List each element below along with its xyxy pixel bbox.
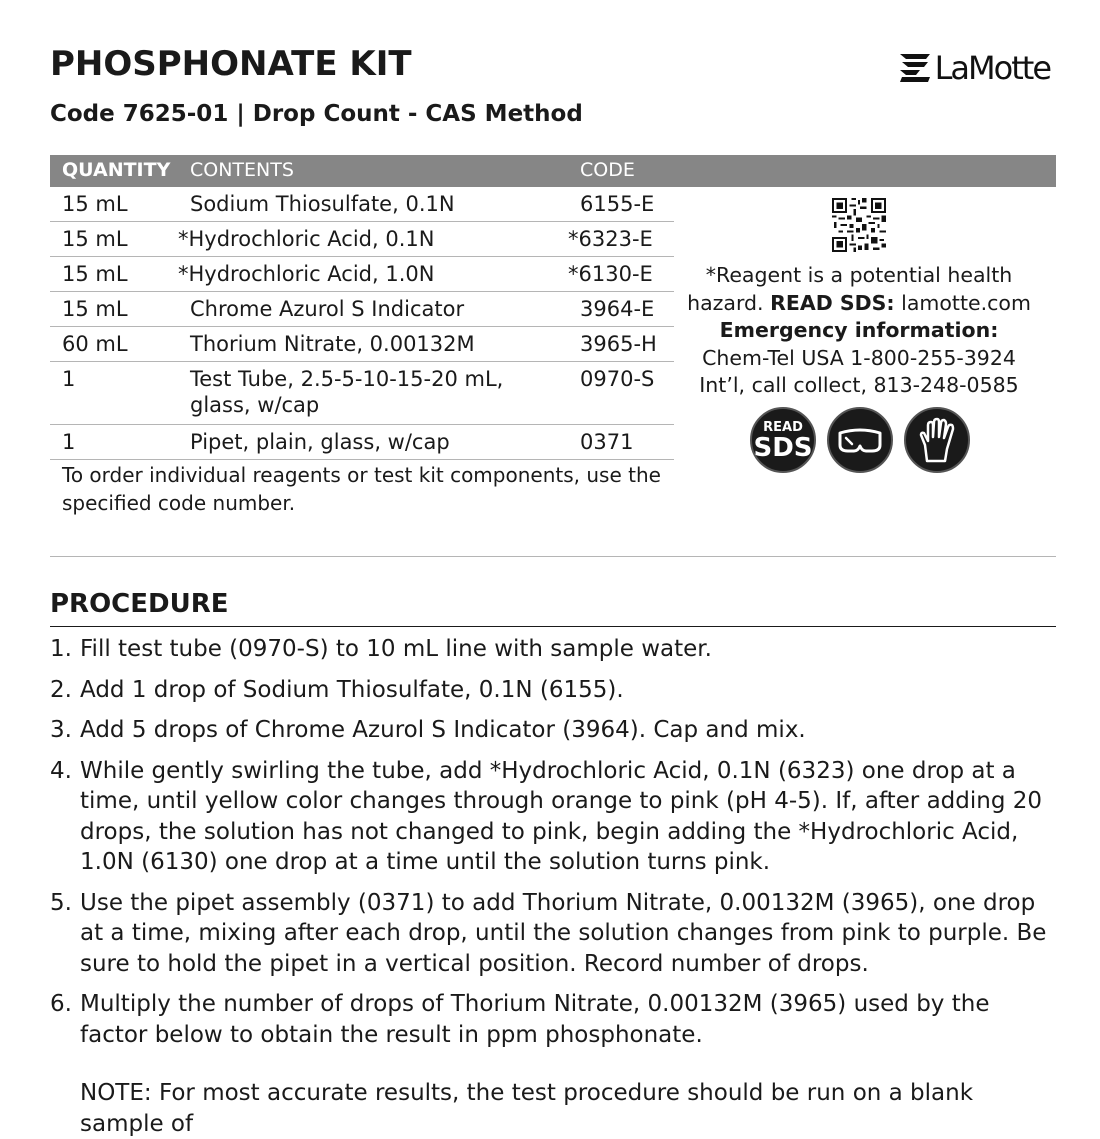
procedure-step xyxy=(50,715,1056,746)
step-text: Add 1 drop of Sodium Thiosulfate, 0.1N (6155). xyxy=(80,676,624,703)
section-divider xyxy=(50,556,1056,557)
page-subtitle: Code 7625-01 | Drop Count - CAS Method xyxy=(50,101,583,127)
step-number: 3. xyxy=(50,717,72,743)
row-code: 0371 xyxy=(580,430,634,454)
row-code: 0970-S xyxy=(580,367,655,391)
read-sds-label: READ SDS: xyxy=(770,290,895,315)
row-quantity: 15 mL xyxy=(62,192,128,216)
row-quantity: 1 xyxy=(62,430,76,454)
step-number: 5. xyxy=(50,889,72,916)
row-contents: *Hydrochloric Acid, 0.1N xyxy=(178,227,435,251)
step-text: Fill test tube (0970-S) to 10 mL line with sample water. xyxy=(80,636,712,662)
procedure-step xyxy=(50,634,1056,665)
gloves-icon xyxy=(904,407,970,473)
table-row xyxy=(50,257,674,292)
step-number: 4. xyxy=(50,757,72,784)
table-row xyxy=(50,362,674,425)
table-row xyxy=(50,222,674,257)
procedure-step xyxy=(50,989,1056,1050)
icon-sds-text: SDS xyxy=(753,433,813,463)
procedure-step xyxy=(50,675,1056,706)
step-text: While gently swirling the tube, add *Hydrochloric Acid, 0.1N (6323) one drop at a time, until yellow color changes through orange to pink (pH 4-5). If, after adding 20 drops, the solution has not changed to pink, begin adding the *Hydrochloric Acid, 1.0N (6130) one drop at a time until the solution turns pink. xyxy=(80,757,1043,875)
row-quantity: 1 xyxy=(62,367,76,391)
row-code: *6323-E xyxy=(568,227,653,251)
row-code: 3965-H xyxy=(580,332,657,356)
column-header-contents: CONTENTS xyxy=(190,159,294,181)
row-code: 3964-E xyxy=(580,297,655,321)
hazard-line-1: *Reagent is a potential health xyxy=(705,263,1013,287)
emergency-heading: Emergency information: xyxy=(719,318,999,342)
column-header-code: CODE xyxy=(580,159,635,181)
row-contents: Sodium Thiosulfate, 0.1N xyxy=(190,192,455,216)
brand-name: LaMotte xyxy=(934,49,1050,87)
safety-icons xyxy=(750,407,980,479)
row-code: 6155-E xyxy=(580,192,655,216)
procedure-rule xyxy=(50,626,1056,627)
qr-code-icon xyxy=(832,198,886,252)
row-quantity: 15 mL xyxy=(62,227,128,251)
contents-table-header xyxy=(50,155,1056,187)
safety-goggles-icon xyxy=(827,407,893,473)
table-row xyxy=(50,292,674,327)
procedure-heading: PROCEDURE xyxy=(50,589,229,619)
hazard-info xyxy=(684,262,1034,400)
step-number: 1. xyxy=(50,636,72,662)
contents-table xyxy=(50,187,674,460)
table-row xyxy=(50,187,674,222)
row-contents: *Hydrochloric Acid, 1.0N xyxy=(178,262,435,286)
step-text: Add 5 drops of Chrome Azurol S Indicator (3964). Cap and mix. xyxy=(80,717,806,743)
lamotte-logo-mark-icon xyxy=(898,52,932,84)
step-text: Multiply the number of drops of Thorium Nitrate, 0.00132M (3965) used by the factor below to obtain the result in ppm phosphonate. xyxy=(80,991,990,1048)
emergency-usa: Chem-Tel USA 1-800-255-3924 xyxy=(702,345,1016,370)
emergency-intl: Int’l, call collect, 813-248-0585 xyxy=(699,373,1019,397)
procedure-step xyxy=(50,888,1056,980)
row-code: *6130-E xyxy=(568,262,653,286)
row-contents: Thorium Nitrate, 0.00132M xyxy=(190,332,475,356)
procedure-note: NOTE: For most accurate results, the test procedure should be run on a blank sample of xyxy=(80,1080,974,1137)
row-quantity: 15 mL xyxy=(62,262,128,286)
instruction-sheet xyxy=(50,0,1056,1137)
website-link: lamotte.com xyxy=(894,290,1031,315)
column-header-quantity: QUANTITY xyxy=(62,159,171,181)
row-quantity: 15 mL xyxy=(62,297,128,321)
procedure-steps xyxy=(50,634,1056,1139)
order-note: To order individual reagents or test kit components, use the specified code number. xyxy=(62,463,661,515)
hazard-line-2 xyxy=(684,290,1034,318)
step-number: 2. xyxy=(50,676,72,703)
row-contents: Pipet, plain, glass, w/cap xyxy=(190,430,450,454)
step-text: Use the pipet assembly (0371) to add Thorium Nitrate, 0.00132M (3965), one drop at a time, mixing after each drop, until the solution changes from pink to purple. Be sure to hold the pipet in a vertical position. Record number of drops. xyxy=(80,889,1047,977)
icon-read-text: READ xyxy=(763,420,803,435)
procedure-step xyxy=(50,756,1056,878)
row-contents: Test Tube, 2.5-5-10-15-20 mL, glass, w/cap xyxy=(190,367,504,417)
table-row xyxy=(50,327,674,362)
row-contents: Chrome Azurol S Indicator xyxy=(190,297,465,321)
table-row xyxy=(50,425,674,460)
lamotte-logo xyxy=(898,48,1050,88)
row-quantity: 60 mL xyxy=(62,332,128,356)
page-title: PHOSPHONATE KIT xyxy=(50,44,412,84)
step-number: 6. xyxy=(50,991,72,1017)
hazard-prefix: hazard. xyxy=(687,290,771,315)
read-sds-icon xyxy=(750,407,816,473)
